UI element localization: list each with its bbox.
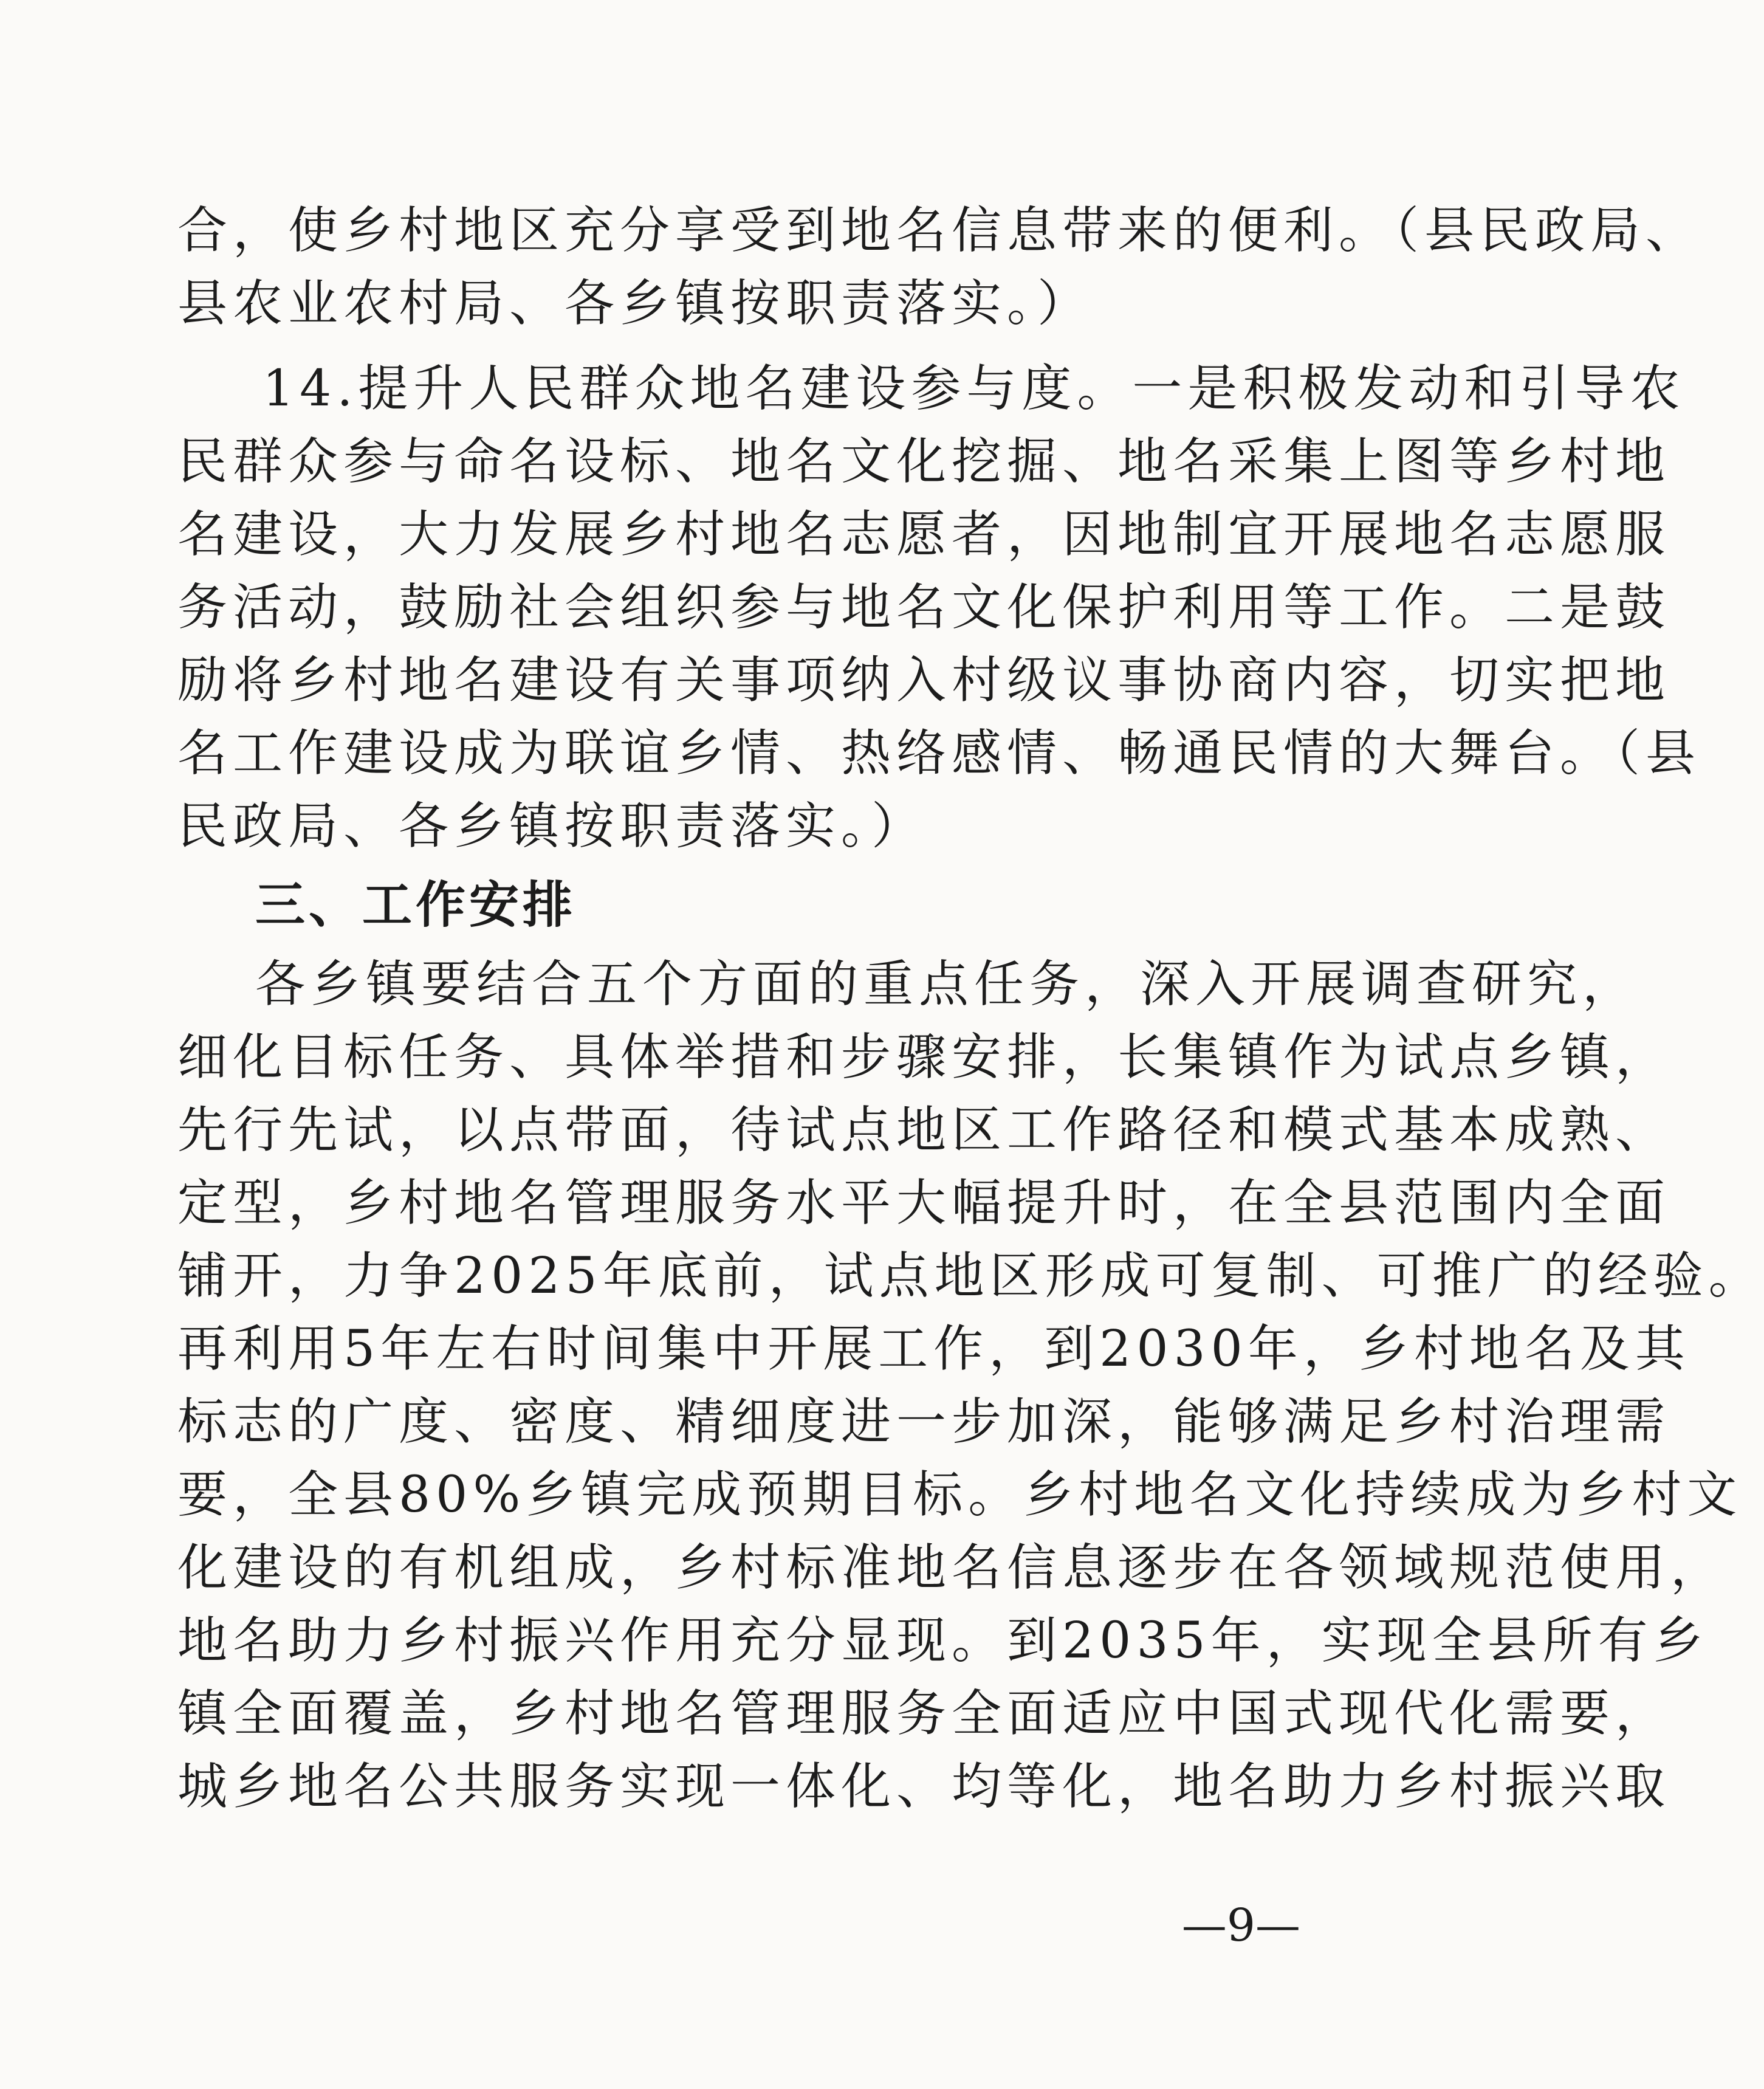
paragraph-line: 城乡地名公共服务实现一体化、均等化，地名助力乡村振兴取: [177, 1758, 1671, 1815]
paragraph-line: 励将乡村地名建设有关事项纳入村级议事协商内容，切实把地: [177, 652, 1671, 709]
paragraph-line: 化建设的有机组成，乡村标准地名信息逐步在各领域规范使用，: [177, 1539, 1726, 1597]
paragraph-line: 14.提升人民群众地名建设参与度。一是积极发动和引导农: [263, 360, 1686, 418]
paragraph-line: 地名助力乡村振兴作用充分显现。到2035年，实现全县所有乡: [177, 1612, 1709, 1670]
paragraph-line: 镇全面覆盖，乡村地名管理服务全面适应中国式现代化需要，: [177, 1685, 1671, 1743]
paragraph-line: 再利用5年左右时间集中开展工作，到2030年，乡村地名及其: [177, 1320, 1690, 1378]
paragraph-line: 县农业农村局、各乡镇按职责落实。）: [177, 275, 1093, 332]
paragraph-line: 要，全县80%乡镇完成预期目标。乡村地名文化持续成为乡村文: [177, 1466, 1743, 1524]
page-number: —9—: [1181, 1899, 1300, 1952]
paragraph-line: 定型，乡村地名管理服务水平大幅提升时，在全县范围内全面: [177, 1174, 1671, 1232]
paragraph-line: 名工作建设成为联谊乡情、热络感情、畅通民情的大舞台。（县: [177, 724, 1701, 782]
paragraph-line: 务活动，鼓励社会组织参与地名文化保护利用等工作。二是鼓: [177, 579, 1671, 636]
paragraph-line: 民政局、各乡镇按职责落实。）: [177, 797, 927, 855]
paragraph-line: 合，使乡村地区充分享受到地名信息带来的便利。（县民政局、: [177, 202, 1701, 260]
paragraph-line: 标志的广度、密度、精细度进一步加深，能够满足乡村治理需: [177, 1393, 1671, 1451]
paragraph-line: 民群众参与命名设标、地名文化挖掘、地名采集上图等乡村地: [177, 433, 1671, 490]
section-heading: 三、工作安排: [255, 876, 577, 934]
paragraph-line: 细化目标任务、具体举措和步骤安排，长集镇作为试点乡镇，: [177, 1028, 1671, 1086]
paragraph-line: 各乡镇要结合五个方面的重点任务，深入开展调查研究，: [255, 955, 1638, 1013]
paragraph-line: 名建设，大力发展乡村地名志愿者，因地制宜开展地名志愿服: [177, 506, 1671, 563]
paragraph-line: 先行先试，以点带面，待试点地区工作路径和模式基本成熟、: [177, 1101, 1671, 1159]
paragraph-line: 铺开，力争2025年底前，试点地区形成可复制、可推广的经验。: [177, 1247, 1764, 1305]
